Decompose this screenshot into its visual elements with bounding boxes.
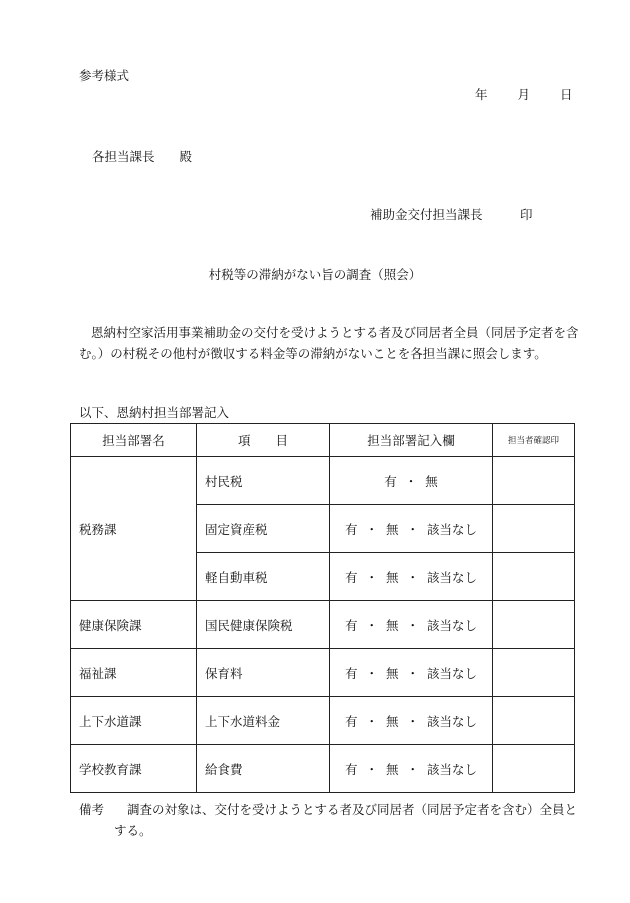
confirm-stamp-cell[interactable] <box>493 457 575 505</box>
entry-cell[interactable]: 有 ・ 無 ・ 該当なし <box>330 745 493 793</box>
date-year: 年 <box>475 87 488 102</box>
table-row <box>71 457 575 505</box>
table-caption: 以下、恩納村担当部署記入 <box>79 405 230 420</box>
item-cell: 保育料 <box>197 649 330 697</box>
confirm-stamp-cell[interactable] <box>493 505 575 553</box>
confirm-stamp-cell[interactable] <box>493 601 575 649</box>
entry-cell[interactable]: 有 ・ 無 ・ 該当なし <box>330 505 493 553</box>
header-entry: 担当部署記入欄 <box>330 424 493 457</box>
entry-cell[interactable]: 有 ・ 無 ・ 該当なし <box>330 601 493 649</box>
body-paragraph: 恩納村空家活用事業補助金の交付を受けようとする者及び同居者全員（同居予定者を含む。）の村税その他村が徴収する料金等の滞納がないことを各担当課に照会します。 <box>79 325 579 361</box>
remarks-label: 備考 <box>79 802 105 817</box>
confirm-stamp-cell[interactable] <box>493 553 575 601</box>
form-reference-label: 参考様式 <box>79 68 130 83</box>
item-cell: 国民健康保険税 <box>197 601 330 649</box>
date-day: 日 <box>560 87 573 102</box>
header-item: 項 目 <box>197 424 330 457</box>
document-title: 村税等の滞納がない旨の調査（照会） <box>208 267 422 282</box>
table-row <box>71 601 575 649</box>
table-row <box>71 649 575 697</box>
confirm-stamp-cell[interactable] <box>493 745 575 793</box>
entry-cell[interactable]: 有 ・ 無 ・ 該当なし <box>330 649 493 697</box>
confirm-stamp-cell[interactable] <box>493 697 575 745</box>
item-cell: 給食費 <box>197 745 330 793</box>
remarks-text: 調査の対象は、交付を受けようとする者及び同居者（同居予定者を含む）全員と <box>127 802 578 817</box>
item-cell: 村民税 <box>197 457 330 505</box>
entry-cell[interactable]: 有 ・ 無 ・ 該当なし <box>330 553 493 601</box>
table-header-row <box>71 424 575 457</box>
confirm-stamp-cell[interactable] <box>493 649 575 697</box>
remarks <box>79 799 579 841</box>
item-cell: 固定資産税 <box>197 505 330 553</box>
entry-cell[interactable]: 有 ・ 無 <box>330 457 493 505</box>
survey-table <box>70 423 575 793</box>
table-row <box>71 697 575 745</box>
date-month: 月 <box>517 87 531 102</box>
department-cell: 上下水道課 <box>71 697 197 745</box>
entry-cell[interactable]: 有 ・ 無 ・ 該当なし <box>330 697 493 745</box>
department-cell: 税務課 <box>71 457 197 601</box>
date-line <box>475 85 573 103</box>
department-cell: 福祉課 <box>71 649 197 697</box>
table-row <box>71 745 575 793</box>
header-department: 担当部署名 <box>71 424 197 457</box>
sender-signature: 補助金交付担当課長 印 <box>370 207 533 222</box>
remarks-text-continued: する。 <box>114 823 152 838</box>
item-cell: 軽自動車税 <box>197 553 330 601</box>
header-confirm: 担当者確認印 <box>493 424 575 457</box>
department-cell: 健康保険課 <box>71 601 197 649</box>
addressee: 各担当課長 殿 <box>92 149 193 164</box>
department-cell: 学校教育課 <box>71 745 197 793</box>
item-cell: 上下水道料金 <box>197 697 330 745</box>
